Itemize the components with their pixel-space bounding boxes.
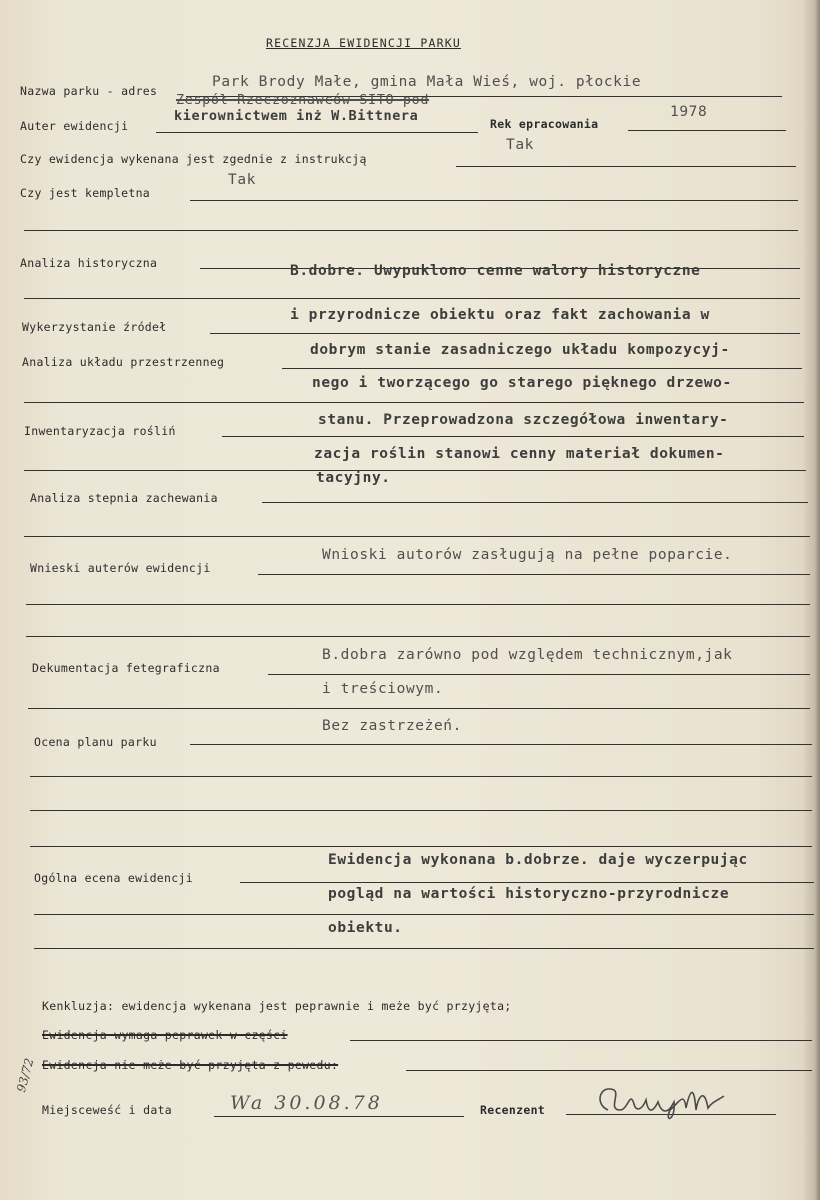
line-blank-4 bbox=[24, 470, 806, 471]
handwritten-place-date: Wa 30.08.78 bbox=[230, 1092, 383, 1114]
answer-overall-3: obiektu. bbox=[328, 920, 403, 936]
line-blank-6 bbox=[26, 604, 810, 605]
label-compliant: Czy ewidencja wykenana jest zgednie z instrukcją bbox=[20, 152, 367, 166]
line-sources bbox=[210, 333, 800, 334]
form-title: RECENZJA EWIDENCJI PARKU bbox=[266, 36, 461, 50]
line-blank-9 bbox=[30, 776, 812, 777]
label-preservation: Analiza stepnia zachewania bbox=[30, 491, 218, 505]
label-year: Rek epracowania bbox=[490, 117, 599, 131]
conclusion-accepted: Kenkluzja: ewidencja wykenana jest peprawnie i meże być przyjęta; bbox=[42, 999, 512, 1013]
answer-compliant: Tak bbox=[506, 137, 534, 153]
line-place-date bbox=[214, 1116, 464, 1117]
answer-photo-docs-1: B.dobra zarówno pod względem technicznym,jak bbox=[322, 647, 733, 663]
analysis-text-line-3: dobrym stanie zasadniczego układu kompozycyj- bbox=[310, 342, 730, 358]
answer-overall-1: Ewidencja wykonana b.dobrze. daje wyczerpując bbox=[328, 852, 748, 868]
line-compliant bbox=[456, 166, 796, 167]
line-overall bbox=[240, 882, 814, 883]
line-author bbox=[156, 132, 478, 133]
analysis-text-line-4: nego i tworzącego go starego pięknego drzewo- bbox=[312, 375, 732, 391]
label-historical-analysis: Analiza historyczna bbox=[20, 256, 158, 270]
line-plant-inventory bbox=[222, 436, 804, 437]
analysis-text-line-1: B.dobre. Uwypuklono cenne walory historyczne bbox=[290, 263, 701, 279]
answer-photo-docs-2: i treściowym. bbox=[322, 681, 444, 697]
line-blank-2 bbox=[24, 298, 800, 299]
label-plant-inventory: Inwentaryzacja rośliń bbox=[24, 424, 176, 438]
line-spatial-layout bbox=[282, 368, 802, 369]
line-blank-10 bbox=[30, 810, 812, 811]
answer-park-plan: Bez zastrzeżeń. bbox=[322, 718, 462, 734]
conclusion-needs-corrections: Ewidencja wymaga peprawek w części bbox=[42, 1028, 288, 1042]
label-complete: Czy jest kempletna bbox=[20, 186, 151, 200]
line-year bbox=[628, 130, 786, 131]
label-spatial-layout: Analiza układu przestrzenneg bbox=[22, 355, 225, 369]
answer-author-line1: Zespół Rzeczoznawców SITO pod bbox=[176, 92, 430, 108]
answer-year: 1978 bbox=[670, 104, 708, 120]
line-park-plan bbox=[190, 744, 812, 745]
line-conclusions bbox=[258, 574, 810, 575]
label-overall: Ogólna ecena ewidencji bbox=[34, 871, 193, 885]
line-blank-11 bbox=[30, 846, 812, 847]
conclusion-rejected: Ewidencja nie meże być przyjęta z pewedu: bbox=[42, 1058, 339, 1072]
line-blank-1 bbox=[24, 230, 798, 231]
line-blank-7 bbox=[26, 636, 810, 637]
line-blank-8 bbox=[28, 708, 810, 709]
analysis-text-line-2: i przyrodnicze obiektu oraz fakt zachowania w bbox=[290, 307, 710, 323]
line-blank-13 bbox=[34, 948, 814, 949]
line-blank-3 bbox=[24, 402, 804, 403]
label-park-name: Nazwa parku - adres bbox=[20, 84, 158, 98]
label-reviewer: Recenzent bbox=[480, 1103, 546, 1117]
reviewer-signature bbox=[590, 1080, 730, 1124]
analysis-text-line-7: tacyjny. bbox=[316, 470, 391, 486]
line-rejected bbox=[406, 1070, 812, 1071]
answer-overall-2: pogląd na wartości historyczno-przyrodnicze bbox=[328, 886, 730, 902]
analysis-text-line-6: zacja roślin stanowi cenny materiał dokumen- bbox=[314, 446, 725, 462]
label-conclusions: Wnieski auterów ewidencji bbox=[30, 561, 211, 575]
line-preservation bbox=[262, 502, 808, 503]
answer-park-name: Park Brody Małe, gmina Mała Wieś, woj. płockie bbox=[212, 74, 642, 90]
label-place-date: Miejsceweść i data bbox=[42, 1103, 173, 1117]
answer-author-line2: kierownictwem inż W.Bittnera bbox=[174, 108, 419, 124]
archive-margin-mark: 93/72 bbox=[14, 1056, 37, 1094]
label-park-plan: Ocena planu parku bbox=[34, 735, 157, 749]
line-blank-12 bbox=[34, 914, 814, 915]
label-author: Auter ewidencji bbox=[20, 119, 129, 133]
line-corrections bbox=[350, 1040, 812, 1041]
line-blank-5 bbox=[24, 536, 810, 537]
label-photo-docs: Dekumentacja fetegraficzna bbox=[32, 661, 220, 675]
line-photo-docs bbox=[268, 674, 810, 675]
line-complete bbox=[190, 200, 798, 201]
analysis-text-line-5: stanu. Przeprowadzona szczegółowa inwentary- bbox=[318, 412, 729, 428]
label-sources: Wykerzystanie źródeł bbox=[22, 320, 167, 334]
answer-complete: Tak bbox=[228, 172, 256, 188]
answer-conclusions: Wnioski autorów zasługują na pełne poparcie. bbox=[322, 547, 733, 563]
page-edge-shadow bbox=[802, 0, 820, 1200]
